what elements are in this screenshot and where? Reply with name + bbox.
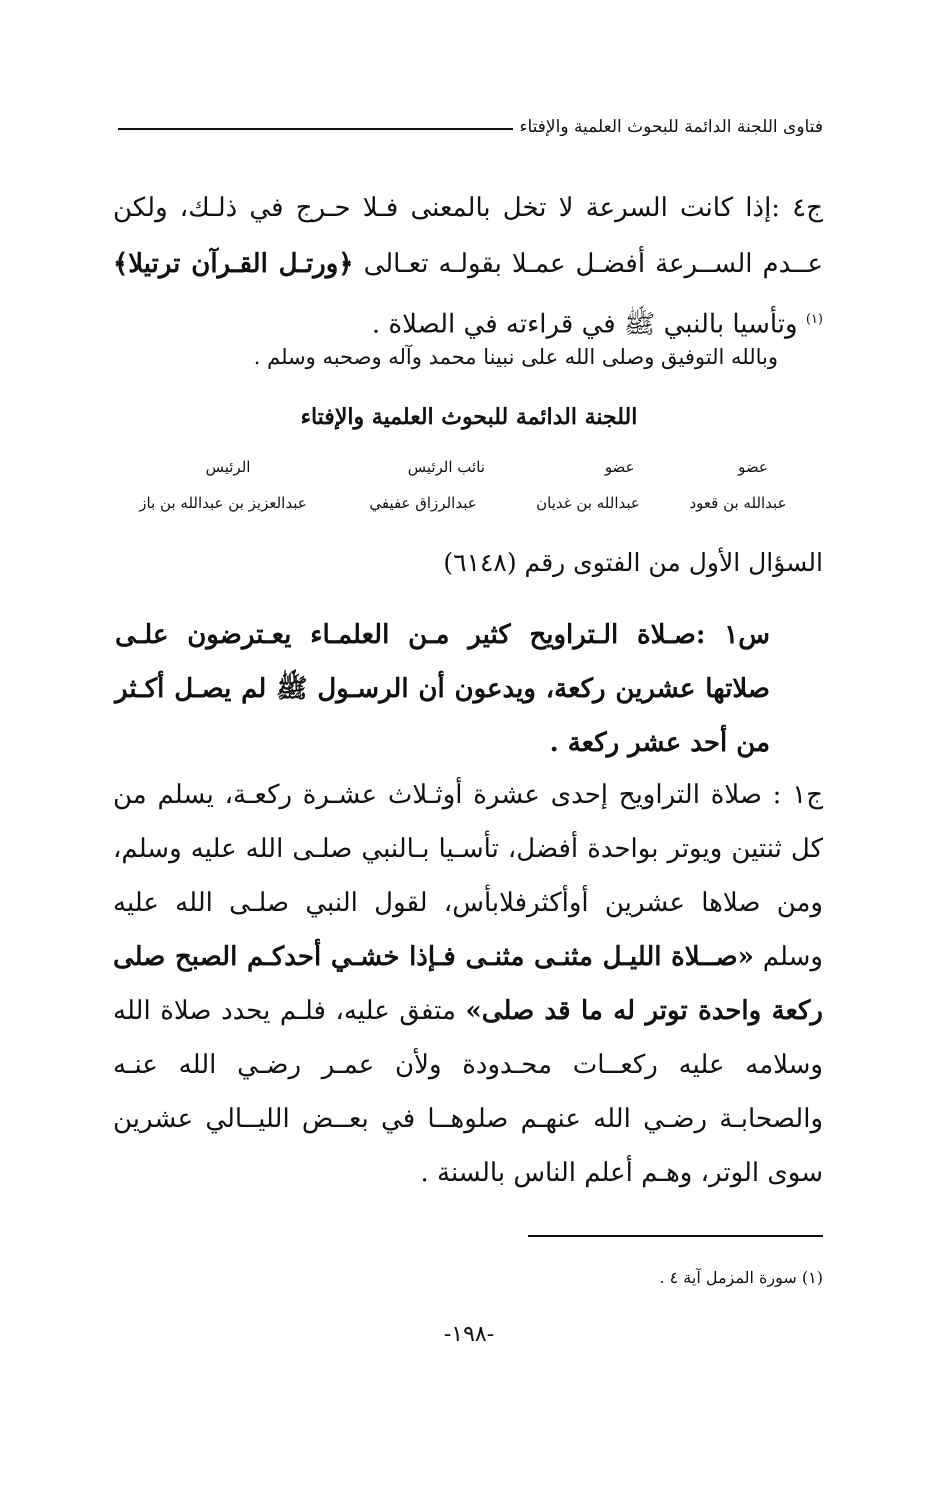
closing-line: وبالله التوفيق وصلى الله على نبينا محمد وآله وصحبه وسلم . (253, 345, 778, 369)
fatwa-number: السؤال الأول من الفتوى رقم (٦١٤٨) (443, 548, 823, 577)
question-1: س١ :صـلاة الـتراويح كثير مـن العلمـاء يعـترضون علـى صلاتها عشرين ركعة، ويدعون أن الرسـول ﷺ لم يصـل أكـثر من أحد عشر ركعة . (115, 620, 770, 758)
signatory-name: عبدالعزيز بن عبدالله بن باز (139, 494, 307, 512)
footnote-rule (528, 1235, 823, 1237)
signatory-name: عبدالله بن قعود (689, 494, 787, 512)
hadith-quote: «صــلاة الليـل مثنـى مثنـى فـإذا خشـي أحدكـم الصبح صلى ركعة واحدة توتر له ما قد صلى» (113, 942, 823, 1026)
quran-verse: ﴿ورتـل القـرآن ترتيلا﴾ (113, 249, 354, 279)
committee-name: اللجنة الدائمة للبحوث العلمية والإفتاء (300, 404, 638, 430)
answer-1-text: ج١ : صلاة التراويح إحدى عشرة أوثـلاث عشـرة ركعـة، يسلم من كل ثنتين ويوتر بواحدة أفضل، تأسـيا بـالنبي صلـى الله عليه وسلم، ومن صلاها عشرين أوأكثرفلابأس، لقول النبي صلـى الله عليه وسلم (113, 780, 823, 972)
running-header (118, 112, 823, 142)
header-rule (118, 128, 513, 130)
page-number: -١٩٨- (443, 1322, 495, 1347)
signatory-roles (128, 458, 788, 476)
signatory-role: الرئيس (205, 458, 251, 476)
signatory-names (128, 494, 788, 512)
header-title: فتاوى اللجنة الدائمة للبحوث العلمية والإفتاء (519, 117, 823, 137)
answer-4-text-end: وتأسيا بالنبي ﷺ في قراءته في الصلاة . (371, 309, 806, 340)
signatory-role: عضو (604, 458, 635, 476)
answer-1-text-end: متفق عليه، فلـم يحدد صلاة الله وسلامه عليه ركعــات محـدودة ولأن عمـر رضـي الله عنـه والصحابـة رضـي الله عنهـم صلوهــا في بعــض الليــالي عشرين سوى الوتر، وهـم أعلم الناس بالسنة . (113, 996, 823, 1188)
answer-4-text: ج٤ :إذا كانت السرعة لا تخل بالمعنى فـلا حـرج في ذلـك، ولكن عــدم الســرعة أفضـل عمـلا بقولـه تعـالى (113, 193, 823, 279)
answer-4-paragraph (113, 180, 823, 353)
signatory-role: عضو (738, 458, 768, 476)
signatory-name: عبدالرزاق عفيفي (369, 494, 477, 512)
answer-1-paragraph (113, 768, 823, 1200)
signatory-role: نائب الرئيس (407, 458, 485, 476)
signatory-name: عبدالله بن غديان (536, 494, 640, 512)
footnote: (١) سورة المزمل آية ٤ . (659, 1268, 823, 1287)
footnote-marker: (١) (805, 312, 823, 327)
